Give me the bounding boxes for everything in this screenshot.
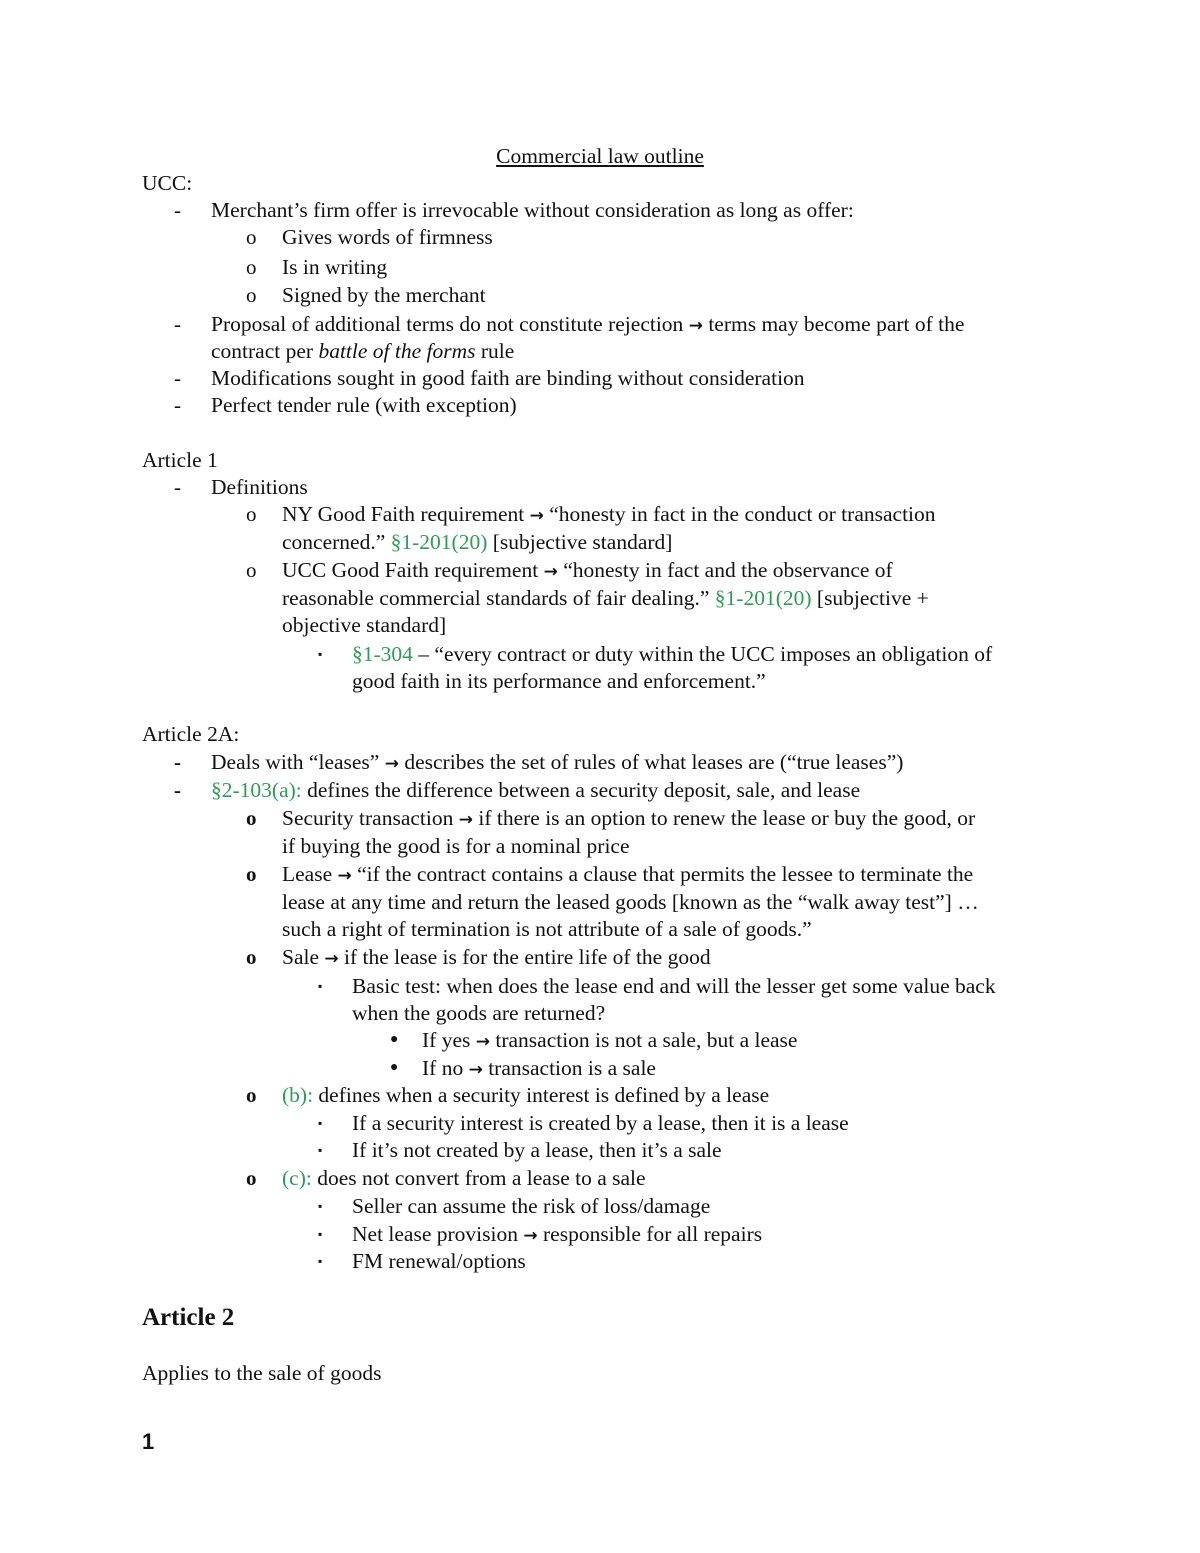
arrow-icon: → xyxy=(468,1060,483,1080)
security-text: Security transaction xyxy=(282,806,454,830)
lease-text: “if the contract contains a clause that permits the lessee to terminate the xyxy=(357,862,974,886)
circle-bullet: o xyxy=(246,862,257,886)
if-yes-text: If yes xyxy=(422,1028,471,1052)
dash-bullet: - xyxy=(174,312,181,336)
document-title: Commercial law outline xyxy=(496,144,704,168)
circle-bullet: o xyxy=(246,806,257,830)
article1-heading: Article 1 xyxy=(142,448,218,472)
section-b-subitem: If it’s not created by a lease, then it’s a sale xyxy=(352,1138,722,1162)
definitions-item: Definitions xyxy=(211,475,308,499)
arrow-icon: → xyxy=(324,949,339,969)
section-2-103a-item xyxy=(211,776,860,804)
section-text: does not convert from a lease to a sale xyxy=(317,1166,646,1190)
citation: §1-201(20) xyxy=(714,586,812,610)
arrow-icon: → xyxy=(529,506,544,526)
section-text: defines the difference between a security deposit, sale, and lease xyxy=(307,778,861,802)
dash-bullet: - xyxy=(174,393,181,417)
circle-bullet: o xyxy=(246,1166,257,1190)
square-bullet: ▪ xyxy=(318,1227,323,1241)
s1-304-item xyxy=(352,640,992,668)
sale-item xyxy=(282,943,711,973)
article2a-heading: Article 2A: xyxy=(142,722,240,746)
circle-bullet: o xyxy=(246,502,257,526)
square-bullet: ▪ xyxy=(318,1143,323,1157)
ny-text: [subjective standard] xyxy=(492,530,673,554)
ucc-text: UCC Good Faith requirement xyxy=(282,558,539,582)
citation: (b): xyxy=(282,1083,314,1107)
section-b-item xyxy=(282,1081,769,1109)
ny-text: “honesty in fact in the conduct or transaction xyxy=(549,502,936,526)
proposal-text: terms may become part of the xyxy=(708,312,965,336)
section-c-subitem xyxy=(352,1220,762,1250)
section-text: defines when a security interest is defined by a lease xyxy=(318,1083,770,1107)
ucc-good-faith-item xyxy=(282,556,893,586)
dot-bullet: ● xyxy=(390,1060,399,1075)
firm-offer-subitem: Gives words of firmness xyxy=(282,225,493,249)
if-yes-item xyxy=(422,1026,797,1056)
lease-continuation: lease at any time and return the leased goods [known as the “walk away test”] … xyxy=(282,890,979,914)
ny-good-faith-item xyxy=(282,500,936,530)
dash-bullet: - xyxy=(174,750,181,774)
firm-offer-subitem: Is in writing xyxy=(282,255,388,279)
security-transaction-item xyxy=(282,804,975,834)
article2-text: Applies to the sale of goods xyxy=(142,1361,382,1385)
if-no-text: transaction is a sale xyxy=(488,1056,656,1080)
ucc-text: [subjective + xyxy=(816,586,929,610)
net-lease-text: Net lease provision xyxy=(352,1222,518,1246)
circle-bullet: o xyxy=(246,255,257,279)
circle-bullet: o xyxy=(246,225,257,249)
firm-offer-subitem: Signed by the merchant xyxy=(282,283,486,307)
page-number: 1 xyxy=(142,1429,155,1454)
ny-text: concerned.” xyxy=(282,530,386,554)
arrow-icon: → xyxy=(475,1032,490,1052)
circle-bullet: o xyxy=(246,283,257,307)
arrow-icon: → xyxy=(337,866,352,886)
lease-continuation: such a right of termination is not attribute of a sale of goods.” xyxy=(282,917,812,941)
square-bullet: ▪ xyxy=(318,1199,323,1213)
lease-item xyxy=(282,860,973,890)
basic-test-continuation: when the goods are returned? xyxy=(352,1001,606,1025)
section-c-item xyxy=(282,1164,646,1192)
arrow-icon: → xyxy=(543,562,558,582)
citation: §2-103(a): xyxy=(211,778,302,802)
ucc-good-faith-continuation xyxy=(282,584,929,612)
battle-of-forms-term: battle of the forms xyxy=(318,339,476,363)
sale-text: if the lease is for the entire life of the good xyxy=(344,945,711,969)
leases-item xyxy=(211,748,903,778)
ny-text: NY Good Faith requirement xyxy=(282,502,525,526)
proposal-text: rule xyxy=(480,339,515,363)
arrow-icon: → xyxy=(384,754,399,774)
proposal-continuation xyxy=(211,337,514,365)
if-yes-text: transaction is not a sale, but a lease xyxy=(495,1028,798,1052)
arrow-icon: → xyxy=(523,1226,538,1246)
s1-304-continuation: good faith in its performance and enforcement.” xyxy=(352,669,766,693)
circle-bullet: o xyxy=(246,945,257,969)
article2-heading: Article 2 xyxy=(142,1304,235,1331)
circle-bullet: o xyxy=(246,558,257,582)
if-no-item xyxy=(422,1054,656,1084)
leases-text: describes the set of rules of what leases are (“true leases”) xyxy=(404,750,904,774)
dash-bullet: - xyxy=(174,475,181,499)
arrow-icon: → xyxy=(688,316,703,336)
proposal-text: contract per xyxy=(211,339,314,363)
sale-text: Sale xyxy=(282,945,320,969)
net-lease-text: responsible for all repairs xyxy=(543,1222,763,1246)
if-no-text: If no xyxy=(422,1056,464,1080)
citation: (c): xyxy=(282,1166,312,1190)
dash-bullet: - xyxy=(174,366,181,390)
dash-bullet: - xyxy=(174,198,181,222)
security-text: if there is an option to renew the lease or buy the good, or xyxy=(478,806,976,830)
s1-304-text: – “every contract or duty within the UCC imposes an obligation of xyxy=(418,642,993,666)
ucc-heading: UCC: xyxy=(142,171,193,195)
section-c-subitem: Seller can assume the risk of loss/damage xyxy=(352,1194,711,1218)
proposal-text: Proposal of additional terms do not constitute rejection xyxy=(211,312,684,336)
lease-text: Lease xyxy=(282,862,333,886)
section-b-subitem: If a security interest is created by a lease, then it is a lease xyxy=(352,1111,849,1135)
square-bullet: ▪ xyxy=(318,1254,323,1268)
ucc-text: reasonable commercial standards of fair dealing.” xyxy=(282,586,710,610)
dot-bullet: ● xyxy=(390,1032,399,1047)
citation: §1-201(20) xyxy=(390,530,488,554)
section-c-subitem: FM renewal/options xyxy=(352,1249,526,1273)
proposal-item xyxy=(211,310,964,340)
arrow-icon: → xyxy=(458,810,473,830)
ny-good-faith-continuation xyxy=(282,528,672,556)
circle-bullet: o xyxy=(246,1083,257,1107)
dash-bullet: - xyxy=(174,778,181,802)
security-transaction-continuation: if buying the good is for a nominal price xyxy=(282,834,630,858)
basic-test-item: Basic test: when does the lease end and will the lesser get some value back xyxy=(352,974,996,998)
ucc-text: “honesty in fact and the observance of xyxy=(563,558,893,582)
square-bullet: ▪ xyxy=(318,979,323,993)
square-bullet: ▪ xyxy=(318,1116,323,1130)
ucc-good-faith-continuation: objective standard] xyxy=(282,613,447,637)
leases-text: Deals with “leases” xyxy=(211,750,380,774)
citation: §1-304 xyxy=(352,642,413,666)
perfect-tender-item: Perfect tender rule (with exception) xyxy=(211,393,517,417)
firm-offer-item: Merchant’s firm offer is irrevocable without consideration as long as offer: xyxy=(211,198,854,222)
modifications-item: Modifications sought in good faith are binding without consideration xyxy=(211,366,805,390)
square-bullet: ▪ xyxy=(318,647,323,661)
